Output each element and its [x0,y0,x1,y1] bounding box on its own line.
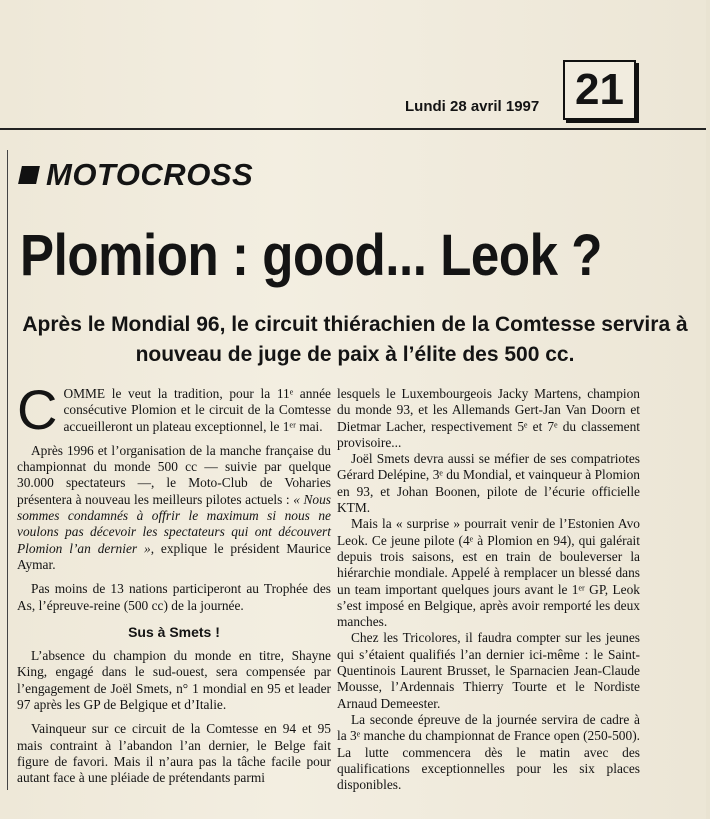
paragraph: Mais la « surprise » pourrait venir de l’Estonien Avo Leok. Ce jeune pilote (4ᵉ à Plomion en 94), qui galérait depuis trois saisons, est en train de bouleverser la hiérarchie mondiale. Appelé à remplacer un blessé dans un team important quelques jours avant le 1ᵉʳ GP, Leok s’est imposé en Belgique, après avoir remporté les deux manches. [337,516,640,630]
paragraph: L’absence du champion du monde en titre, Shayne King, engagé dans le sud-ouest, sera compensée par l’engagement de Joël Smets, n° 1 mondial en 95 et leader 97 après les GP de Belgique et d’Italie. [17,648,331,713]
section-bullet-icon [18,166,40,184]
drop-cap: C [17,378,58,441]
paragraph [17,443,331,573]
article-column-2 [337,386,640,793]
left-margin-rule [7,150,8,790]
quote-text: « Nous sommes condamnés à offrir le maximum si nous ne voulons pas décevoir les spectateurs qui ont découvert Plomion l’an dernier » [17,491,332,556]
page-number: 21 [575,65,624,114]
issue-date: Lundi 28 avril 1997 [405,98,540,115]
paragraph: Chez les Tricolores, il faudra compter sur les jeunes qui s’étaient qualifiés l’an dernier ici-même : le Saint-Quentinois Laurent Brusset, le Sparnacien Jean-Claude Mousse, l’Ardennais Thierry Tourte et le Nordiste Arnaud Demeester. [337,630,640,711]
paragraph: Vainqueur sur ce circuit de la Comtesse en 94 et 95 mais contraint à l’abandon l’an dernier, le Belge fait figure de favori. Mais il n’aura pas la tâche facile pour autant face à une pléiade de prétendants parmi [17,721,331,786]
show-through-print [450,50,461,95]
paragraph-text: OMME le veut la tradition, pour la 11ᵉ année consécutive Plomion et le circuit de la Comtesse accueilleront un plateau exceptionnel, le 1ᵉʳ mai. [63,386,331,434]
paragraph: lesquels le Luxembourgeois Jacky Martens, champion du monde 93, et les Allemands Gert-Jan Van Doorn et Dietmar Lacher, respectivement 5ᵉ et 7ᵉ du classement provisoire... [337,386,640,450]
paragraph: La seconde épreuve de la journée servira de cadre à la 3ᵉ manche du championnat de France open (250-500). La lutte commencera dès le matin avec des qualifications exceptionnelles pour les six places disponibles. [337,711,640,793]
section-label [20,157,253,193]
paragraph: Joël Smets devra aussi se méfier de ses compatriotes Gérard Delépine, 3ᵉ du Mondial, et vainqueur à Plomion en 93, et Johan Boonen, pilote de l’écurie officielle KTM. [337,451,640,516]
paragraph-text: Après 1996 et l’organisation de la manche française du championnat du monde 500 cc — suivie par quelque 30.000 spectateurs —, le Moto-Club de Voharies présentera à nouveau les meilleurs pilotes actuels : [17,442,331,507]
article-column-1 [17,378,332,787]
paragraph [17,378,331,441]
page-number-box [563,60,636,120]
subheading: Sus à Smets ! [128,623,220,640]
header-rule [0,128,706,130]
section-title: MOTOCROSS [46,157,254,192]
subheadline: Après le Mondial 96, le circuit thiérachien de la Comtesse servira à nouveau de juge de paix à l’élite des 500 cc. [22,313,688,366]
paragraph: Pas moins de 13 nations participeront au Trophée des As, l’épreuve-reine (500 cc) de la journée. [17,581,331,613]
paragraph-text: , explique le président Maurice Aymar. [17,540,331,572]
headline: Plomion : good... Leok ? [20,223,603,288]
